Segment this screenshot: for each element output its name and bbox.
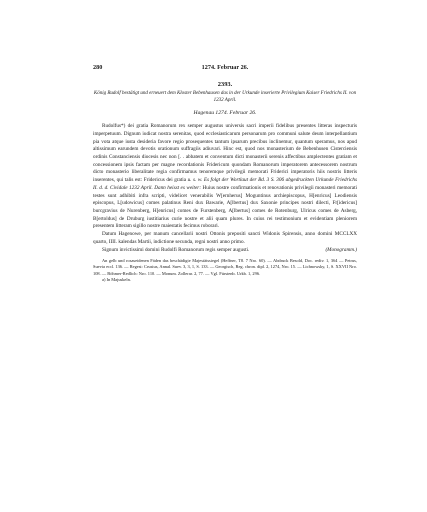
document-number: 2393. — [217, 81, 233, 88]
regest-summary: König Rudolf bestätigt und erneuert dem Kloster Bebenhausen das in der Urkunde inserierte Privilegium Kaiser Friedrichs II. von 1232 April. — [93, 91, 357, 103]
running-header — [93, 64, 357, 75]
charter-text — [93, 123, 357, 255]
footnote-description: An gelb und rosaseidenen Fäden das beschädigte Majestätssiegel (Heffner, T8. 7 Nro. 60). — Abdruck Besold, Doc. rediv. 1, 364 — Petrus, Suevia eccl. 136. — Regest: Crusius, Annal. Suev. 3, 3, 1, S. 133. — Georgisch, Reg. chron. dipl. 2, 1274, Nro. 15. — Lichnowsky, 1, S. XXVII Nro. 108. — Böhmer-Redlich: Nro. 110. — Monum. Zollerar. 2, 77. — Vgl. Fürstenb. Urkb. 1, 296. — [93, 258, 357, 276]
charter-paragraph-start: Rudolfus*) dei gratia Romanorum rex semper augustus universis sacri imperii fidelibus presentes litteras inspecturis imperpetuum. Dignum iudicat nostra serenitas, quod ecclesiasticarum personarum pro communi salute deum interpellantium pia vota atque iusta desideria favore regio prosequentes tantum ipsarum precibus inclinemur, quantum speramus, nos apud altissimum earundem devotis orationum suffragiis adiuvari. Hinc est, quod nos monasterium de Bebenhusen Cisterciensis ordinis Constanciensis diocesis nec non [. . abbatem et conventum dicti monasterii serenis affectibus amplectentes gratiam et concessionem ipsis factam per magne recordationis Fridericum quondam Romanorum imperatorem antecessorem nostrum dicto monasterio liberalitate regia confirmamus tenoremque privilegii memorati Friderici imperatoris hiis nostris litteris inserentes, qui talis est: Fridericus dei gratia — [93, 123, 357, 184]
header-date: 1274. Februar 26. — [201, 64, 249, 71]
place-date: Hagenau 1274. Februar 26. — [193, 110, 257, 117]
signum-text: Signum invictissimi domini Rudolfi Romanorum regis semper augusti. — [102, 247, 250, 254]
signum-line — [93, 247, 357, 255]
footnotes — [93, 258, 357, 283]
editorial-insert: u. s. w. Es folgt der Wortlaut der Bd. 3 S. 306 abgedruckten Urkunde Friedrichs II. d. d. Cividale 1232 April. Dann heisst es weiter: — [93, 177, 357, 191]
charter-paragraph-end: Huius nostre confirmationis et renovationis privilegii monasteri memorati testes sunt adhibiti infra scripti, videlicet venerabilis W[ernherus] Moguntinus archiepiscopus, H[enricus] Leodiensis episcopus, L[udowicus] comes palatinus Reni dux Bawarie, A[lbertus] dux Saxonie principes nostri dilecti, Fr[idericus] burcgravius de Nurenberg, H[enricus] comes de Furstenberg, A[lbertus] comes de Rotenburg, Ulricus comes de Asberg, B[ertoldus] de Druburg iustitiarius curie nostre et alii quam plures. In cuius rei testimonium et evidentiam pleniorem presentem litteram sigillo nostre maiestatis fecimus roborari. — [93, 184, 357, 230]
page-number: 280 — [93, 64, 103, 71]
charter-paragraph — [93, 123, 357, 231]
footnote-a: a) In Majuskeln. — [102, 277, 131, 283]
monogram-note: (Monogramm.) — [325, 247, 357, 254]
page-content — [93, 64, 357, 283]
dating-clause: Datum Hagenowe, per manum cancellarii nostri Ottonis prepositi sancti Widonis Spirensis, anno domini MCCLXX quarto, IIII. kalendas Martii, indictione secunda, regni nostri anno primo. — [93, 231, 357, 245]
